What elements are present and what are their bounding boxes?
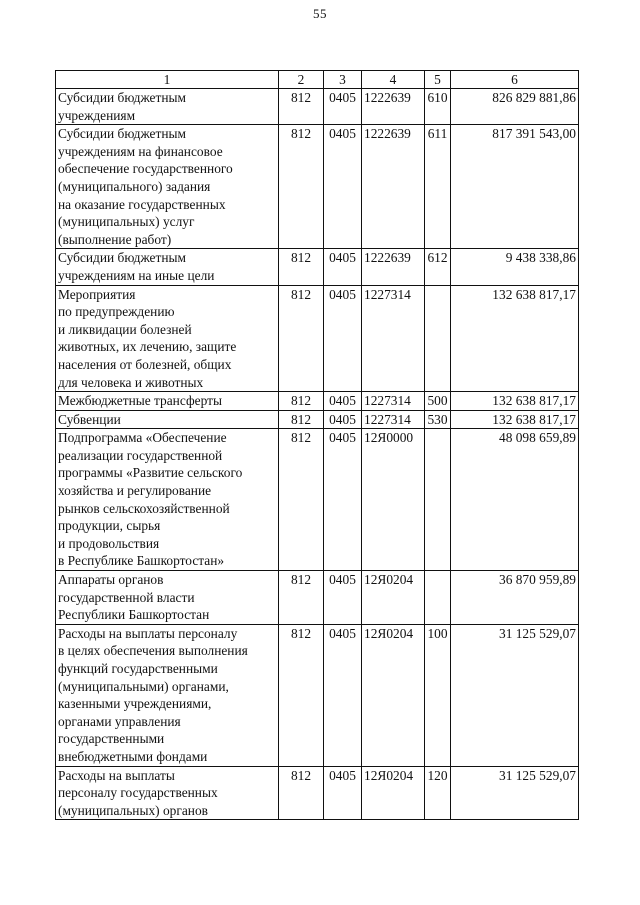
row-section-code: 0405 <box>324 392 362 411</box>
row-target-code: 1227314 <box>362 285 425 392</box>
row-expense-type: 100 <box>425 624 451 766</box>
row-target-code: 1227314 <box>362 392 425 411</box>
row-section-code: 0405 <box>324 571 362 625</box>
header-cell-3: 3 <box>324 71 362 89</box>
header-row <box>56 71 579 89</box>
row-ministry-code: 812 <box>279 429 324 571</box>
row-expense-type <box>425 571 451 625</box>
row-amount: 132 638 817,17 <box>451 285 579 392</box>
row-name: Субсидии бюджетным учреждениям <box>56 89 279 125</box>
row-ministry-code: 812 <box>279 89 324 125</box>
row-name: Расходы на выплаты персоналу государственных (муниципальных) органов <box>56 766 279 820</box>
row-target-code: 12Я0204 <box>362 624 425 766</box>
row-amount: 132 638 817,17 <box>451 410 579 429</box>
table-row <box>56 571 579 625</box>
header-cell-6: 6 <box>451 71 579 89</box>
row-target-code: 1222639 <box>362 89 425 125</box>
row-amount: 817 391 543,00 <box>451 125 579 249</box>
header-cell-5: 5 <box>425 71 451 89</box>
row-expense-type: 611 <box>425 125 451 249</box>
row-amount: 48 098 659,89 <box>451 429 579 571</box>
table-row <box>56 285 579 392</box>
row-name: Субсидии бюджетным учреждениям на финансовое обеспечение государственного (муниципального) задания на оказание государственных (муниципальных) услуг (выполнение работ) <box>56 125 279 249</box>
row-ministry-code: 812 <box>279 125 324 249</box>
row-ministry-code: 812 <box>279 571 324 625</box>
row-name: Расходы на выплаты персоналу в целях обеспечения выполнения функций государственными (муниципальными) органами, казенными учреждениями, органами управления государственными внебюджетными фондами <box>56 624 279 766</box>
row-target-code: 12Я0204 <box>362 571 425 625</box>
row-section-code: 0405 <box>324 89 362 125</box>
row-target-code: 1222639 <box>362 249 425 285</box>
row-ministry-code: 812 <box>279 392 324 411</box>
row-ministry-code: 812 <box>279 410 324 429</box>
row-section-code: 0405 <box>324 249 362 285</box>
row-name: Субсидии бюджетным учреждениям на иные цели <box>56 249 279 285</box>
budget-table <box>55 70 579 820</box>
row-amount: 31 125 529,07 <box>451 624 579 766</box>
row-target-code: 1227314 <box>362 410 425 429</box>
row-section-code: 0405 <box>324 125 362 249</box>
table-row <box>56 624 579 766</box>
row-amount: 826 829 881,86 <box>451 89 579 125</box>
header-cell-4: 4 <box>362 71 425 89</box>
row-section-code: 0405 <box>324 766 362 820</box>
table-row <box>56 429 579 571</box>
row-amount: 132 638 817,17 <box>451 392 579 411</box>
row-section-code: 0405 <box>324 285 362 392</box>
row-ministry-code: 812 <box>279 624 324 766</box>
row-expense-type <box>425 429 451 571</box>
row-target-code: 1222639 <box>362 125 425 249</box>
row-expense-type: 612 <box>425 249 451 285</box>
row-name: Межбюджетные трансферты <box>56 392 279 411</box>
row-expense-type: 530 <box>425 410 451 429</box>
table-row <box>56 125 579 249</box>
row-name: Подпрограмма «Обеспечение реализации государственной программы «Развитие сельского хозяйства и регулирование рынков сельскохозяйственной продукции, сырья и продовольствия в Республике Башкортостан» <box>56 429 279 571</box>
row-section-code: 0405 <box>324 410 362 429</box>
row-expense-type: 610 <box>425 89 451 125</box>
row-amount: 31 125 529,07 <box>451 766 579 820</box>
row-name: Аппараты органов государственной власти Республики Башкортостан <box>56 571 279 625</box>
row-section-code: 0405 <box>324 429 362 571</box>
row-target-code: 12Я0000 <box>362 429 425 571</box>
row-expense-type <box>425 285 451 392</box>
row-name: Мероприятия по предупреждению и ликвидации болезней животных, их лечению, защите населения от болезней, общих для человека и животных <box>56 285 279 392</box>
row-amount: 36 870 959,89 <box>451 571 579 625</box>
page-number: 55 <box>313 6 327 21</box>
row-target-code: 12Я0204 <box>362 766 425 820</box>
row-ministry-code: 812 <box>279 766 324 820</box>
table-row <box>56 89 579 125</box>
header-cell-1: 1 <box>56 71 279 89</box>
table-row <box>56 392 579 411</box>
table-row <box>56 249 579 285</box>
row-expense-type: 500 <box>425 392 451 411</box>
table-row <box>56 766 579 820</box>
table-row <box>56 410 579 429</box>
row-ministry-code: 812 <box>279 285 324 392</box>
row-section-code: 0405 <box>324 624 362 766</box>
row-name: Субвенции <box>56 410 279 429</box>
header-cell-2: 2 <box>279 71 324 89</box>
row-ministry-code: 812 <box>279 249 324 285</box>
row-amount: 9 438 338,86 <box>451 249 579 285</box>
row-expense-type: 120 <box>425 766 451 820</box>
